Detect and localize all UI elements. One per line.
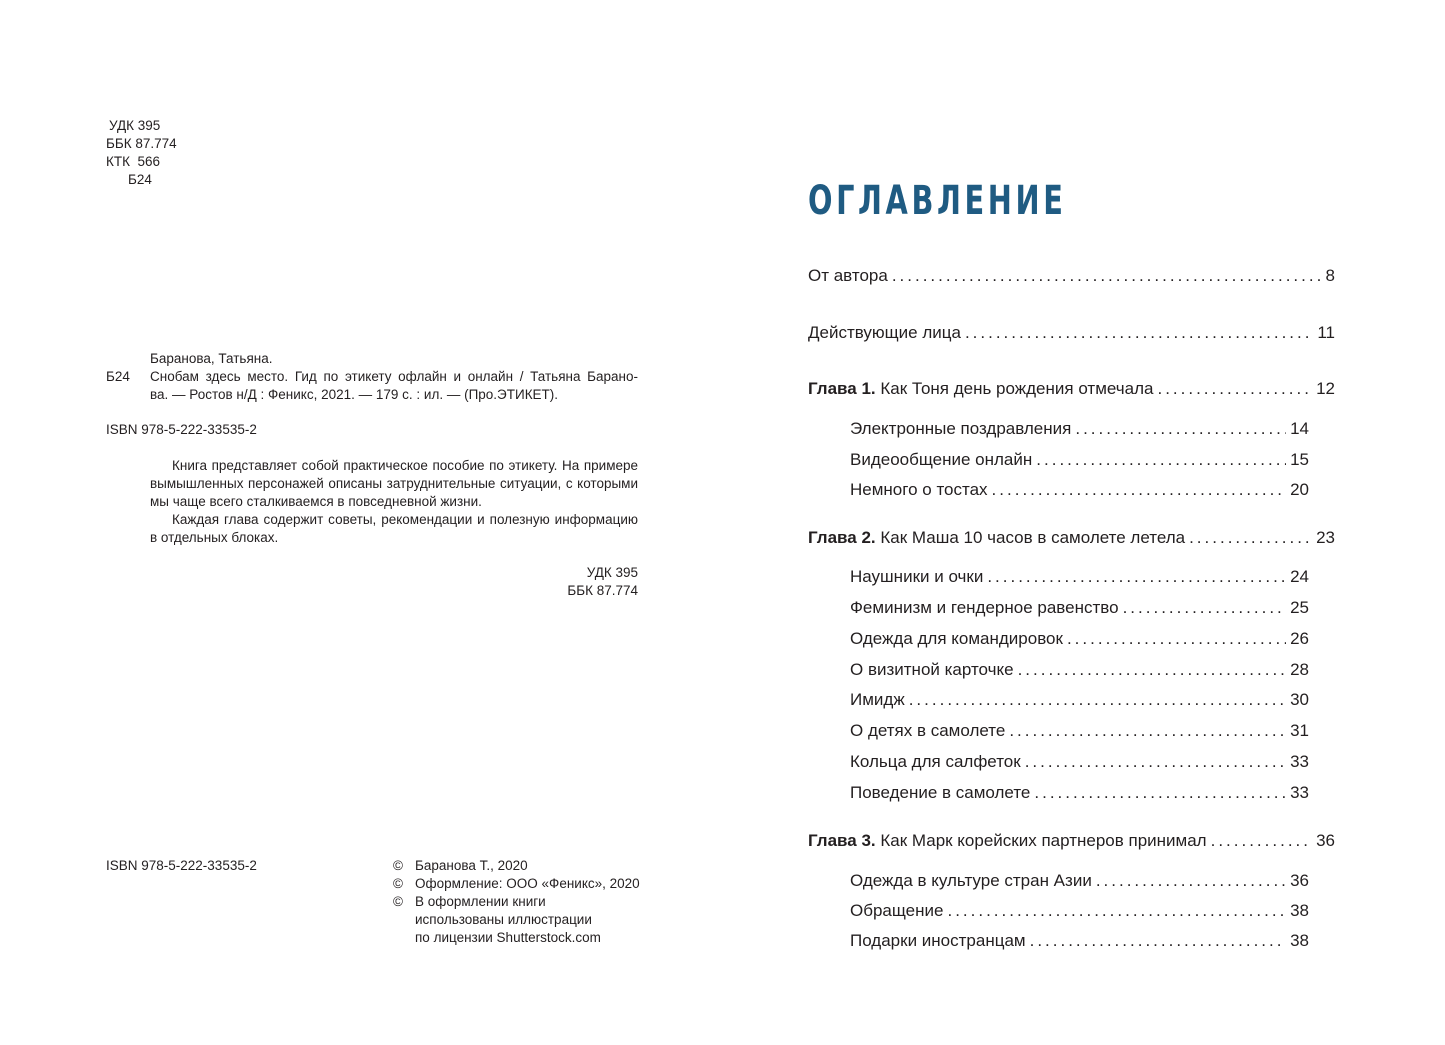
copyright-block — [393, 857, 653, 947]
toc-entry-title — [808, 527, 1185, 549]
toc-entry[interactable] — [850, 689, 1309, 711]
toc-entry[interactable] — [850, 628, 1309, 650]
toc-page-number: 20 — [1290, 480, 1309, 499]
toc-entry[interactable] — [850, 566, 1309, 588]
toc-page-number: 38 — [1290, 901, 1309, 920]
toc-page-number: 24 — [1290, 567, 1309, 586]
toc-entry-title — [850, 930, 1026, 952]
toc-entry-text: Одежда для командировок — [850, 629, 1063, 648]
toc-page-number: 11 — [1317, 323, 1335, 342]
toc-page-number: 25 — [1290, 598, 1309, 617]
toc-entry-title — [850, 900, 943, 922]
copyright-icon: © — [393, 876, 403, 891]
toc-entry-title — [850, 689, 905, 711]
toc-page-number: 36 — [1316, 831, 1335, 850]
record-code: Б24 — [106, 369, 130, 384]
toc-entry-chapter-3[interactable] — [808, 830, 1335, 852]
isbn: ISBN 978-5-222-33535-2 — [106, 422, 257, 437]
toc-entry[interactable] — [808, 322, 1335, 344]
toc-entry-title — [808, 378, 1153, 400]
toc-entry-text: Феминизм и гендерное равенство — [850, 598, 1119, 617]
bibliographic-record — [106, 350, 638, 404]
record-author: Баранова, Татьяна. — [150, 351, 273, 366]
toc-leader — [1025, 751, 1286, 773]
toc-entry-title — [850, 659, 1014, 681]
record-line-2: ва. — Ростов н/Д : Феникс, 2021. — 179 с. : ил. — (Про.ЭТИКЕТ). — [150, 387, 559, 402]
copyright-line: Оформление: ООО «Феникс», 2020 — [415, 876, 640, 891]
toc-entry-text: Немного о тостах — [850, 480, 988, 499]
toc-entry-text: Видеообщение онлайн — [850, 450, 1033, 469]
toc-entry-text: Кольца для салфеток — [850, 752, 1021, 771]
toc-entry-title — [850, 418, 1071, 440]
imprint-page — [0, 0, 722, 1045]
toc-page-number: 12 — [1316, 379, 1335, 398]
toc-leader — [1189, 527, 1312, 549]
toc-leader — [1075, 418, 1286, 440]
toc-entry-title — [850, 628, 1063, 650]
toc-leader — [909, 689, 1286, 711]
toc-entry-title — [808, 322, 961, 344]
udk-code: УДК 395 — [109, 118, 161, 133]
toc-chapter-label: Глава 3. — [808, 831, 876, 850]
toc-entry-text: О детях в самолете — [850, 721, 1006, 740]
toc-page-number: 33 — [1290, 752, 1309, 771]
toc-entry-title — [850, 566, 983, 588]
toc-entry[interactable] — [850, 930, 1309, 952]
toc-leader — [1034, 782, 1286, 804]
annotation — [150, 457, 638, 547]
toc-entry-text: Подарки иностранцам — [850, 931, 1026, 950]
toc-page-number: 31 — [1290, 721, 1309, 740]
toc-entry-text: Электронные поздравления — [850, 419, 1072, 438]
toc-entry-title — [808, 265, 888, 287]
ktk-code: КТК 566 — [106, 154, 160, 169]
toc-leader — [992, 479, 1287, 501]
toc-entry-text: Обращение — [850, 901, 944, 920]
toc-entry-text: Наушники и очки — [850, 567, 984, 586]
isbn-bottom: ISBN 978-5-222-33535-2 — [106, 858, 257, 873]
toc-leader — [892, 265, 1322, 287]
toc-leader — [1157, 378, 1312, 400]
copyright-line: Баранова Т., 2020 — [415, 858, 528, 873]
toc-entry[interactable] — [850, 659, 1309, 681]
toc-entry-text: Действующие лица — [808, 323, 961, 342]
classification-codes — [106, 117, 177, 189]
toc-entry-text: Одежда в культуре стран Азии — [850, 871, 1092, 890]
toc-entry[interactable] — [808, 265, 1335, 287]
contents-page — [722, 0, 1445, 1045]
toc-page-number: 38 — [1290, 931, 1309, 950]
toc-entry-title — [850, 449, 1032, 471]
classification-codes-bottom — [520, 564, 638, 600]
toc-entry[interactable] — [850, 782, 1309, 804]
toc-page-number: 23 — [1316, 528, 1335, 547]
toc-entry[interactable] — [850, 418, 1309, 440]
toc-leader — [1067, 628, 1286, 650]
copyright-line: использованы иллюстрации — [415, 912, 592, 927]
toc-page-number: 33 — [1290, 783, 1309, 802]
toc-entry[interactable] — [850, 449, 1309, 471]
toc-leader — [947, 900, 1286, 922]
toc-entry[interactable] — [850, 900, 1309, 922]
toc-leader — [1009, 720, 1286, 742]
toc-leader — [1211, 830, 1312, 852]
toc-entry-chapter-2[interactable] — [808, 527, 1335, 549]
toc-page-number: 26 — [1290, 629, 1309, 648]
toc-entry-text: Как Тоня день рождения отмечала — [875, 379, 1154, 398]
toc-leader — [1018, 659, 1287, 681]
copyright-line: по лицензии Shutterstock.com — [415, 930, 601, 945]
toc-entry-text: О визитной карточке — [850, 660, 1014, 679]
toc-page-number: 15 — [1290, 450, 1309, 469]
toc-entry[interactable] — [850, 479, 1309, 501]
toc-entry-title — [850, 751, 1021, 773]
toc-entry-text: Имидж — [850, 690, 905, 709]
toc-page-number: 36 — [1290, 871, 1309, 890]
toc-chapter-label: Глава 2. — [808, 528, 876, 547]
toc-entry[interactable] — [850, 751, 1309, 773]
toc-entry-title — [850, 479, 988, 501]
toc-chapter-label: Глава 1. — [808, 379, 876, 398]
copyright-line: В оформлении книги — [415, 894, 546, 909]
page-title: ОГЛАВЛЕНИЕ — [808, 178, 1067, 224]
record-line-1: Снобам здесь место. Гид по этикету офлайн и онлайн / Татьяна Барано- — [150, 369, 638, 384]
copyright-icon: © — [393, 894, 403, 909]
copyright-icon: © — [393, 858, 403, 873]
toc-page-number: 28 — [1290, 660, 1309, 679]
toc-entry-title — [850, 597, 1119, 619]
author-mark: Б24 — [128, 172, 152, 187]
udk-code: УДК 395 — [586, 565, 638, 580]
toc-entry-title — [850, 782, 1030, 804]
bbk-code: ББК 87.774 — [567, 583, 638, 598]
toc-page-number: 14 — [1290, 419, 1309, 438]
toc-leader — [1030, 930, 1286, 952]
toc-entry[interactable] — [850, 870, 1309, 892]
bbk-code: ББК 87.774 — [106, 136, 177, 151]
toc-entry[interactable] — [850, 597, 1309, 619]
toc-entry-title — [808, 830, 1207, 852]
toc-page-number: 30 — [1290, 690, 1309, 709]
toc-entry[interactable] — [850, 720, 1309, 742]
toc-leader — [965, 322, 1313, 344]
toc-entry-title — [850, 870, 1092, 892]
toc-entry-title — [850, 720, 1005, 742]
toc-entry-text: Как Марк корейских партнеров принимал — [875, 831, 1207, 850]
toc-entry-text: От автора — [808, 266, 888, 285]
annotation-paragraph: Книга представляет собой практическое пособие по этикету. На примере вымышленных персонажей описаны затруднительные ситуации, с которыми мы чаще всего сталкиваемся в повседневной жизни. — [150, 458, 638, 509]
toc-entry-text: Как Маша 10 часов в самолете летела — [875, 528, 1186, 547]
annotation-paragraph: Каждая глава содержит советы, рекомендации и полезную информацию в отдельных блоках. — [150, 512, 638, 545]
toc-entry-text: Поведение в самолете — [850, 783, 1031, 802]
toc-leader — [1036, 449, 1286, 471]
toc-leader — [987, 566, 1286, 588]
toc-leader — [1096, 870, 1286, 892]
toc-entry-chapter-1[interactable] — [808, 378, 1335, 400]
toc-page-number: 8 — [1325, 266, 1335, 285]
toc-leader — [1123, 597, 1287, 619]
